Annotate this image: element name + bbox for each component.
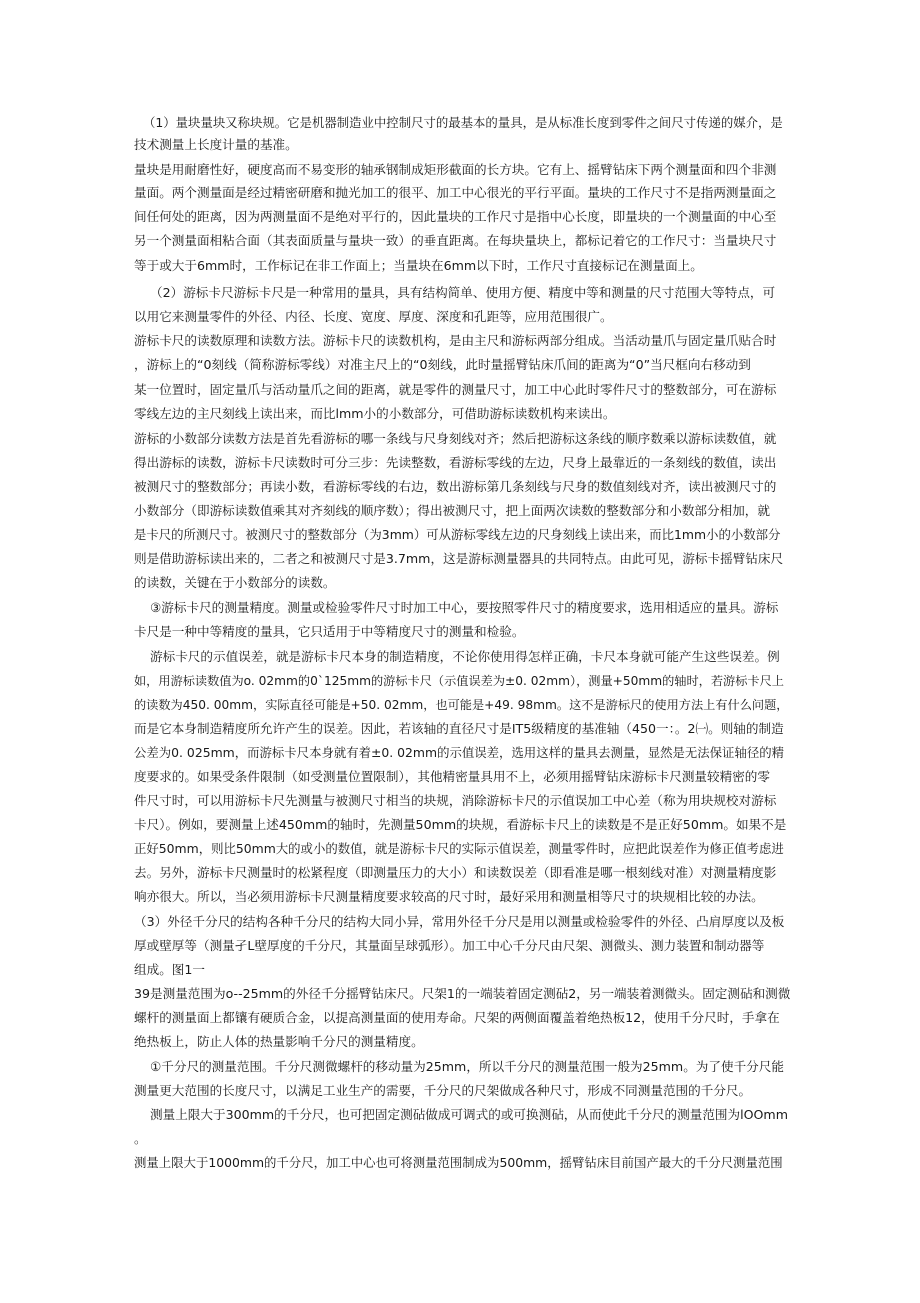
text-line: 另一个测量面相粘合面（其表面质量与量块一致）的垂直距离。在每块量块上，都标记着它的工作尺寸：当量块尺寸 — [134, 233, 777, 248]
text-line: 测量上限大于1000mm的千分尺，加工中心也可将测量范围制成为500mm，摇臂钻床目前国产最大的千分尺测量范围 — [134, 1155, 783, 1170]
text-line: 螺杆的测量面上都镶有硬质合金，以提高测量面的使用寿命。尺架的两侧面覆盖着绝热板12，使用千分尺时，手拿在 — [134, 1010, 780, 1025]
text-line: 绝热板上，防止人体的热量影响千分尺的测量精度。 — [134, 1034, 424, 1049]
text-line: 游标的小数部分读数方法是首先看游标的哪一条线与尺身刻线对齐；然后把游标这条线的顺序数乘以游标读数值，就 — [134, 431, 777, 446]
text-line: 间任何处的距离，因为两测量面不是绝对平行的，因此量块的工作尺寸是指中心长度，即量块的一个测量面的中心至 — [134, 209, 777, 224]
text-line: （1）量块量块又称块规。它是机器制造业中控制尺寸的最基本的量具，是从标准长度到零件之间尺寸传递的媒介，是 — [143, 115, 783, 130]
text-line: 游标卡尺的读数原理和读数方法。游标卡尺的读数机构，是由主尺和游标两部分组成。当活动量爪与固定量爪贴合时 — [134, 333, 777, 348]
text-line: 零线左边的主尺刻线上读出来，而比lmm小的小数部分，可借助游标读数机构来读出。 — [134, 406, 616, 421]
text-line: 得出游标的读数，游标卡尺读数时可分三步：先读整数，看游标零线的左边，尺身上最靠近的一条刻线的数值，读出 — [134, 455, 777, 470]
text-line: 某一位置时，固定量爪与活动量爪之间的距离，就是零件的测量尺寸，加工中心此时零件尺寸的整数部分，可在游标 — [134, 382, 777, 397]
text-line: 组成。图1一 — [134, 962, 205, 977]
text-line: 则是借助游标读出来的，二者之和被测尺寸是3.7mm，这是游标测量器具的共同特点。由此可见，游标卡摇臂钻床尺 — [134, 551, 784, 566]
text-line: 量面。两个测量面是经过精密研磨和抛光加工的很平、加工中心很光的平行平面。量块的工作尺寸不是指两测量面之 — [134, 185, 777, 200]
text-line: 被测尺寸的整数部分；再读小数，看游标零线的右边，数出游标第几条刻线与尺身的数值刻线对齐，读出被测尺寸的 — [134, 479, 777, 494]
text-line: 卡尺是一种中等精度的量具，它只适用于中等精度尺寸的测量和检验。 — [134, 624, 525, 639]
text-line: 度要求的。如果受条件限制（如受测量位置限制），其他精密量具用不上，必须用摇臂钻床游标卡尺测量较精密的零 — [134, 769, 770, 784]
text-line: 的读数，关键在于小数部分的读数。 — [134, 575, 336, 590]
text-line: 件尺寸时，可以用游标卡尺先测量与被测尺寸相当的块规，消除游标卡尺的示值误加工中心差（称为用块规校对游标 — [134, 793, 777, 808]
text-line: 测量更大范围的长度尺寸，以满足工业生产的需要，千分尺的尺架做成各种尺寸，形成不同测量范围的千分尺。 — [134, 1083, 752, 1098]
text-line: 去。另外，游标卡尺测量时的松紧程度（即测量压力的大小）和读数误差（即看准是哪一根刻线对准）对测量精度影 — [134, 865, 777, 880]
text-line: 游标卡尺的示值误差，就是游标卡尺本身的制造精度，不论你使用得怎样正确，卡尺本身就可能产生这些误差。例 — [150, 649, 780, 664]
text-line: （3）外径千分尺的结构各种千分尺的结构大同小异，常用外径千分尺是用以测量或检验零件的外径、凸肩厚度以及板 — [134, 914, 785, 929]
text-line: ，游标上的“0刻线（简称游标零线）对准主尺上的“0刻线，此时量摇臂钻床爪间的距离为“0”当尺框向右移动到 — [134, 357, 751, 372]
text-line: 卡尺）。例如，要测量上述450mm的轴时，先测量50mm的块规，看游标卡尺上的读数是不是正好50mm。如果不是 — [134, 817, 787, 832]
text-line: 响亦很大。所以，当必须用游标卡尺测量精度要求较高的尺寸时，最好采用和测量相等尺寸的块规相比较的办法。 — [134, 889, 764, 904]
text-line: 测量上限大于300mm的千分尺，也可把固定测砧做成可调式的或可换测砧，从而使此千分尺的测量范围为lOOmm — [150, 1107, 788, 1122]
text-line: 公差为0. 025mm，而游标卡尺本身就有着±0. 02mm的示值误差，选用这样的量具去测量，显然是无法保证轴径的精 — [134, 745, 785, 760]
text-line: 小数部分（即游标读数值乘其对齐刻线的顺序数）；得出被测尺寸，把上面两次读数的整数部分和小数部分相加，就 — [134, 503, 770, 518]
text-line: 等于或大于6mm时，工作标记在非工作面上；当量块在6mm以下时，工作尺寸直接标记在测量面上。 — [134, 258, 703, 273]
text-line: （2）游标卡尺游标卡尺是一种常用的量具，具有结构简单、使用方便、精度中等和测量的尺寸范围大等特点，可 — [150, 285, 776, 300]
text-line: ①千分尺的测量范围。千分尺测微螺杆的移动量为25mm，所以千分尺的测量范围一般为25mm。为了使千分尺能 — [150, 1059, 784, 1074]
text-line: 正好50mm，则比50mm大的或小的数值，就是游标卡尺的实际示值误差，测量零件时，应把此误差作为修正值考虑进 — [134, 841, 784, 856]
text-line: 39是测量范围为o--25mm的外径千分摇臂钻床尺。尺架1的一端装着固定测砧2，另一端装着测微头。固定测砧和测微 — [134, 986, 791, 1001]
text-line: 以用它来测量零件的外径、内径、长度、宽度、厚度、深度和孔距等，应用范围很广。 — [134, 309, 613, 324]
text-line: 厚或壁厚等（测量孑L壁厚度的千分尺，其量面呈球弧形）。加工中心千分尺由尺架、测微头、测力装置和制动器等 — [134, 938, 765, 953]
text-line: 。 — [134, 1131, 147, 1146]
text-line: 而是它本身制造精度所允许产生的误差。因此，若该轴的直径尺寸是IT5级精度的基准轴（450一：。2㈠。则轴的制造 — [134, 721, 784, 736]
text-line: 如，用游标读数值为o. 02mm的0`125mm的游标卡尺（示值误差为±0. 02mm），测量+50mm的轴时，若游标卡尺上 — [134, 674, 784, 688]
text-line: 的读数为450. 00mm，实际直径可能是+50. 02mm，也可能是+49. 98mm。这不是游标尺的使用方法上有什么问题， — [134, 698, 789, 712]
text-line: 技术测量上长度计量的基准。 — [134, 137, 298, 152]
text-line: 是卡尺的所测尺寸。被测尺寸的整数部分（为3mm）可从游标零线左边的尺身刻线上读出来，而比1mm小的小数部分 — [134, 527, 781, 542]
text-line: ③游标卡尺的测量精度。测量或检验零件尺寸时加工中心，要按照零件尺寸的精度要求，选用相适应的量具。游标 — [150, 600, 779, 615]
text-line: 量块是用耐磨性好，硬度高而不易变形的轴承钢制成矩形截面的长方块。它有上、摇臂钻床下两个测量面和四个非测 — [134, 162, 777, 177]
